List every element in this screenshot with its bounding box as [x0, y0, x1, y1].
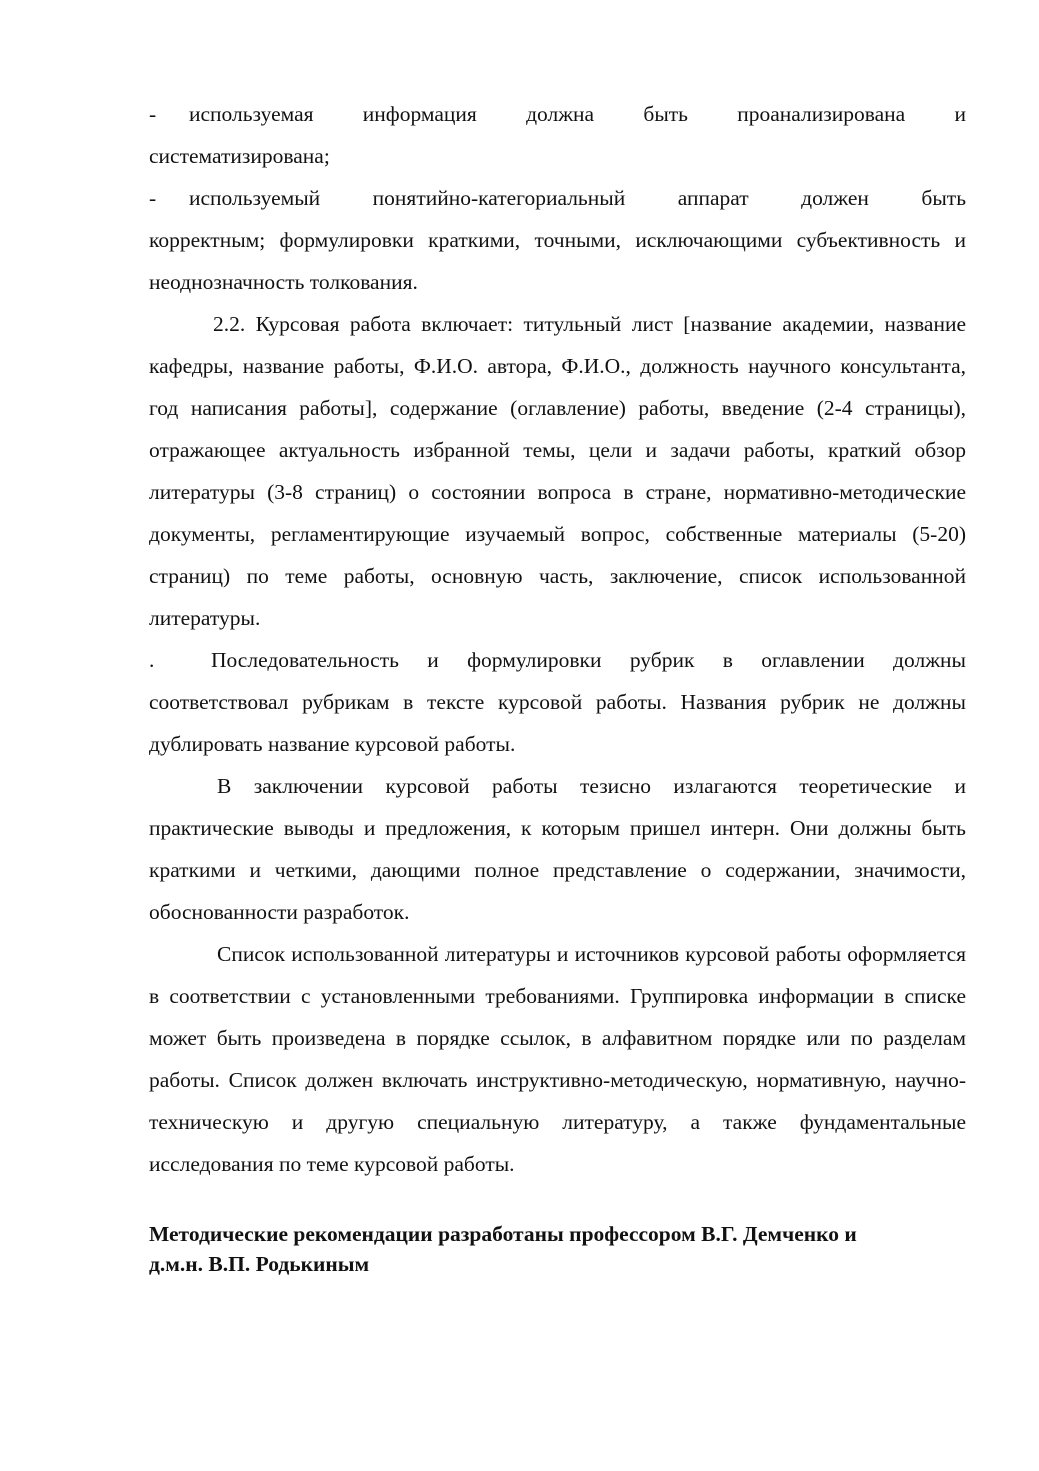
signature-block: [149, 1219, 966, 1279]
bullet-item-2: [149, 177, 966, 303]
paragraph-rubrics-line-1: Последовательность и формулировки рубрик в оглавлении должны: [211, 648, 966, 672]
paragraph-references: Список использованной литературы и источников курсовой работы оформляется в соответствии с установленными требованиями. Группировка информации в списке может быть произведена в порядке ссылок, в алфавитном порядке или по разделам работы. Список должен включать инструктивно-методическую, нормативную, научно-техническую и другую специальную литературу, а также фундаментальные исследования по теме курсовой работы.: [149, 942, 966, 1176]
bullet-item-2-line-1: используемый понятийно-категориальный аппарат должен быть: [189, 186, 966, 210]
document-page: [149, 93, 966, 1279]
paragraph-rubrics-first-line: [149, 639, 966, 681]
paragraph-course-work-structure: 2.2. Курсовая работа включает: титульный лист [название академии, название кафедры, название работы, Ф.И.О. автора, Ф.И.О., должность научного консультанта, год написания работы], содержание (оглавление) работы, введение (2-4 страницы), отражающее актуальность избранной темы, цели и задачи работы, краткий обзор литературы (3-8 страниц) о состоянии вопроса в стране, нормативно-методические документы, регламентирующие изучаемый вопрос, собственные материалы (5-20) страниц) по теме работы, основную часть, заключение, список использованной литературы.: [149, 312, 966, 630]
bullet-item-2-first-line: [149, 177, 966, 219]
dash-marker: -: [149, 102, 157, 126]
bullet-item-2-continuation: корректным; формулировки краткими, точными, исключающими субъективность и неоднозначность толкования.: [149, 228, 966, 294]
dash-marker: -: [149, 186, 157, 210]
bullet-item-1-line-1: используемая информация должна быть проанализирована и: [189, 102, 966, 126]
paragraph-rubrics: [149, 639, 966, 765]
paragraph-rubrics-rest: соответствовал рубрикам в тексте курсовой работы. Названия рубрик не должны дублировать название курсовой работы.: [149, 690, 966, 756]
bullet-item-1-line-2: систематизирована;: [149, 144, 330, 168]
paragraph-conclusion: В заключении курсовой работы тезисно излагаются теоретические и практические выводы и предложения, к которым пришел интерн. Они должны быть краткими и четкими, дающими полное представление о содержании, значимости, обоснованности разработок.: [149, 774, 966, 924]
dot-marker: .: [149, 648, 155, 672]
bullet-item-1-first-line: [149, 93, 966, 135]
signature-line-1: Методические рекомендации разработаны профессором В.Г. Демченко и: [149, 1222, 857, 1246]
signature-line-2: д.м.н. В.П. Родькиным: [149, 1252, 370, 1276]
bullet-item-1: [149, 93, 966, 177]
